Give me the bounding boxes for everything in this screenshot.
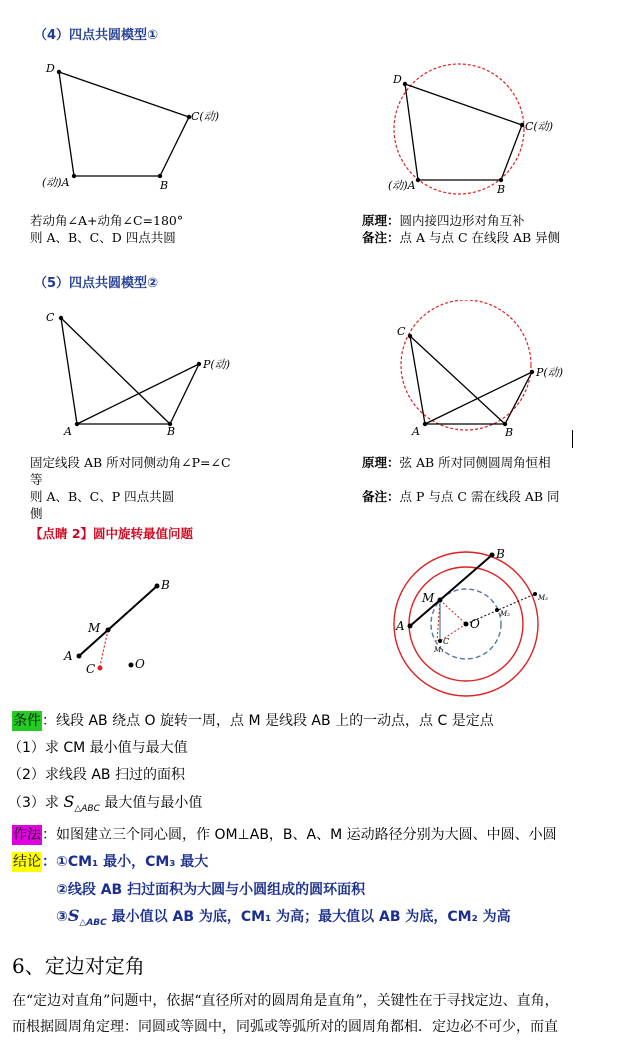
section4-cond2: 则 A、B、C、D 四点共圆 xyxy=(30,230,176,245)
label-B-5right: B xyxy=(505,426,514,439)
label-C-p2r: C xyxy=(443,637,450,646)
conclusion-line-1: 结论：①CM₁ 最小，CM₃ 最大 xyxy=(13,854,209,870)
section6-title: 6、定边对定角 xyxy=(12,954,145,978)
conclusion-tag: 结论 xyxy=(13,854,41,870)
question-2: （2）求线段 AB 扫过的面积 xyxy=(8,767,185,783)
label-M3: M₃ xyxy=(538,594,548,602)
section5-principle: 原理：弦 AB 所对同侧圆周角恒相 xyxy=(362,455,551,470)
label-P-5left: P(动) xyxy=(203,358,230,371)
label-M-p2r: M xyxy=(422,591,435,605)
quad-left xyxy=(59,72,189,176)
section5-note: 备注：点 P 与点 C 需在线段 AB 同 xyxy=(362,489,560,504)
section5-cond2: 则 A、B、C、P 四点共圆 xyxy=(30,489,175,504)
label-P-5right: P(动) xyxy=(536,366,563,379)
label-A-p2: A xyxy=(64,649,73,663)
method-tag: 作法 xyxy=(13,827,41,843)
label-O-p2: O xyxy=(135,657,145,671)
point-B-left xyxy=(158,174,162,178)
label-C-p2: C xyxy=(86,662,96,676)
label-A-left: (动)A xyxy=(42,176,70,189)
label-B-p2: B xyxy=(161,578,170,592)
label-A-right: (动)A xyxy=(388,179,416,192)
point-D-left xyxy=(57,70,61,74)
section4-title: （4）四点共圆模型① xyxy=(34,28,159,43)
section4-principle: 原理：圆内接四边形对角互补 xyxy=(362,213,525,228)
section5-cond2b: 侧 xyxy=(30,506,43,521)
section4-figures xyxy=(0,40,640,200)
label-M1: M₁ xyxy=(434,646,444,654)
label-D-right: D xyxy=(393,73,402,86)
method-line: 作法：如图建立三个同心圆，作 OM⊥AB，B、A、M 运动路径分别为大圆、中圆、小圆 xyxy=(13,827,557,843)
section4-note: 备注：点 A 与点 C 在线段 AB 异侧 xyxy=(362,230,561,245)
label-A-p2r: A xyxy=(396,619,405,633)
label-D-left: D xyxy=(46,62,55,75)
label-C-5right: C xyxy=(397,325,406,338)
conditions-tag: 条件 xyxy=(13,713,41,729)
section5-cond1b: 等 xyxy=(30,472,43,487)
label-M-p2: M xyxy=(88,621,101,635)
question-1: （1）求 CM 最小值与最大值 xyxy=(8,740,188,756)
point-A-left xyxy=(72,174,76,178)
label-A-5right: A xyxy=(412,425,420,438)
label-B-5left: B xyxy=(167,425,176,438)
section5-figures xyxy=(0,300,640,450)
question-3: （3）求 $S_{\triangle ABC}$ 最大值与最小值 xyxy=(8,792,203,814)
conditions-line: 条件：线段 AB 绕点 O 旋转一周，点 M 是线段 AB 上的一动点，点 C 是定点 xyxy=(13,713,494,729)
section4-cond1: 若动角∠A+动角∠C=180° xyxy=(30,213,184,228)
section6-paragraph-2: 而根据圆周角定理：同圆或等圆中，同弧或等弧所对的圆周角都相．定边必不可少，而直 xyxy=(12,1019,558,1035)
circumcircle-4 xyxy=(394,64,524,194)
label-O-p2r: O xyxy=(470,617,480,631)
label-B-p2r: B xyxy=(496,547,505,561)
label-C-left: C(动) xyxy=(191,110,219,123)
section5-cond1: 固定线段 AB 所对同侧动角∠P=∠C xyxy=(30,455,231,470)
point2-title: 【点睛 2】圆中旋转最值问题 xyxy=(30,526,194,541)
label-A-5left: A xyxy=(64,425,72,438)
label-C-5left: C xyxy=(46,311,55,324)
label-B-right: B xyxy=(497,183,506,196)
conclusion-line-2: ②线段 AB 扫过面积为大圆与小圆组成的圆环面积 xyxy=(56,882,366,898)
section6-paragraph-1: 在“定边对直角”问题中，依据“直径所对的圆周角是直角”，关键性在于寻找定边、直角， xyxy=(12,993,559,1009)
text-caret xyxy=(572,430,573,448)
conclusion-line-3: $③S_{\triangle ABC}$ 最小值以 AB 为底，CM₁ 为高；最大值以 AB 为底，CM₂ 为高 xyxy=(56,906,511,928)
section5-title: （5）四点共圆模型② xyxy=(34,276,159,291)
quad-right xyxy=(405,84,522,180)
label-C-right: C(动) xyxy=(525,120,553,133)
label-B-left: B xyxy=(160,179,169,192)
point2-figures xyxy=(0,540,640,705)
label-M2: M₂ xyxy=(500,610,510,618)
